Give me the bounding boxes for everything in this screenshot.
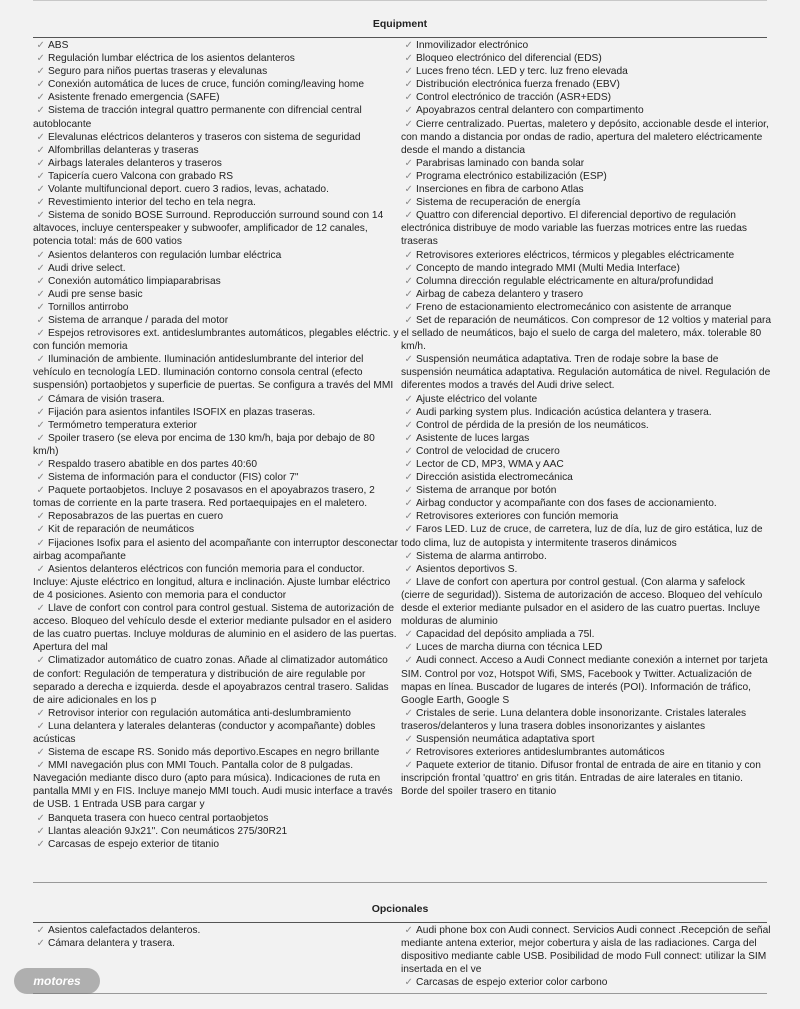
list-item [401,52,772,65]
checkmark-icon: ✓ [404,925,413,936]
checkmark-icon: ✓ [404,288,413,300]
checkmark-icon: ✓ [404,419,413,431]
list-item [33,91,399,104]
checkmark-icon: ✓ [404,642,413,654]
checkmark-icon: ✓ [36,603,45,615]
checkmark-icon: ✓ [404,655,413,667]
list-item-text: Capacidad del depósito ampliada a 75l. [416,629,595,641]
list-item-text: Audi drive select. [48,262,126,274]
list-item-text: Audi connect. Acceso a Audi Connect mediante conexión a internet por tarjeta SIM. Control por voz, Hotspot Wifi, SMS, Facebook y Twitter. Actualización de mapas en línea. Buscador de lugares de interés (POI). Información de tráfico, Google Earth, Google S [401,655,768,706]
checkmark-icon: ✓ [36,105,45,117]
list-item-text: Llave de confort con control para control gestual. Sistema de autorización de acceso. Bloqueo del vehículo desde el exterior mediante pulsador en el asidero de las cuatro puertas. Incluye molduras de aluminio en el asidero de las puertas. Apertura del mal [33,603,397,654]
list-item-text: Carcasas de espejo exterior color carbono [416,977,608,989]
list-item-text: Regulación lumbar eléctrica de los asientos delanteros [48,53,295,65]
list-item [401,314,772,353]
checkmark-icon: ✓ [36,210,45,222]
list-item [401,275,772,288]
list-item [401,641,772,654]
site-watermark-logo: motores [14,968,100,994]
list-item [33,654,399,706]
list-item-text: Respaldo trasero abatible en dos partes 40:60 [48,459,257,470]
checkmark-icon: ✓ [404,563,413,575]
list-item-text: Inserciones en fibra de carbono Atlas [416,184,584,196]
list-item-text: Sistema de escape RS. Sonido más deportivo.Escapes en negro brillante [48,747,380,759]
list-item-text: Fijaciones Isofix para el asiento del acompañante con interruptor desconectar airbag acompañante [33,537,398,562]
list-item [33,327,399,353]
list-item [401,65,772,78]
list-item-text: Cámara delantera y trasera. [48,938,175,950]
list-item [33,838,399,851]
checkmark-icon: ✓ [36,760,45,772]
list-item-text: Inmovilizador electrónico [416,40,529,51]
list-item [33,131,399,144]
list-item-text: Paquete portaobjetos. Incluye 2 posavasos en el apoyabrazos trasero, 2 tomas de corriente en la parte trasera. Red portaequipajes en el maletero. [33,485,375,510]
list-item-text: Asientos delanteros eléctricos con función memoria para el conductor. Incluye: Ajuste eléctrico en longitud, altura e inclinación. Ajuste lumbar eléctrico de 4 posiciones. Asiento con memoria para el conductor [33,563,391,601]
checkmark-icon: ✓ [36,288,45,300]
list-item-text: Conexión automática de luces de cruce, función coming/leaving home [48,79,364,91]
list-item-text: Suspensión neumática adaptativa sport [416,733,595,745]
list-item [33,720,399,746]
list-item [33,314,399,327]
checkmark-icon: ✓ [36,511,45,523]
list-item-text: Retrovisores exteriores con función memoria [416,511,619,523]
list-item [401,576,772,628]
list-item-text: Sistema de tracción integral quattro permanente con difrencial central autoblocante [33,105,362,130]
list-item-text: Columna dirección regulable eléctricamente en altura/profundidad [416,275,714,287]
list-item-text: Llantas aleación 9Jx21". Con neumáticos 275/30R21 [48,825,288,837]
checkmark-icon: ✓ [404,498,413,510]
list-item [401,497,772,510]
list-item [401,759,772,798]
checkmark-icon: ✓ [36,812,45,824]
checkmark-icon: ✓ [404,733,413,745]
checkmark-icon: ✓ [36,184,45,196]
checkmark-icon: ✓ [404,79,413,91]
list-item [401,393,772,406]
list-item-text: Programa electrónico estabilización (ESP) [416,170,607,182]
checkmark-icon: ✓ [404,485,413,497]
list-item [33,353,399,392]
checkmark-icon: ✓ [404,170,413,182]
list-item [401,196,772,209]
list-item-text: Iluminación de ambiente. Iluminación antideslumbrante del interior del vehículo en tecnología LED. Iluminación contorno consola central (efecto suspensión) portaobjetos y superficie de puertas. Se configura a través del MMI [33,354,394,392]
checkmark-icon: ✓ [36,838,45,850]
list-item-text: Tornillos antirrobo [48,301,129,313]
checkmark-icon: ✓ [36,79,45,91]
checkmark-icon: ✓ [36,938,45,950]
list-item [33,275,399,288]
checkmark-icon: ✓ [404,40,413,51]
list-item-text: Luces freno técn. LED y terc. luz freno elevada [416,66,628,78]
checkmark-icon: ✓ [36,459,45,470]
list-item [33,183,399,196]
list-item [33,170,399,183]
list-item-text: Sistema de recuperación de energía [416,197,581,209]
checkmark-icon: ✓ [404,275,413,287]
list-item [401,733,772,746]
list-item [33,471,399,484]
list-item-text: Sistema de sonido BOSE Surround. Reproducción surround sound con 14 altavoces, incluye centerspeaker y subwoofer, amplificador de 12 canales, potencia total: más de 600 vatios [33,210,384,248]
list-item-text: Audi phone box con Audi connect. Servicios Audi connect .Recepción de señal mediante antena exterior, mejor cobertura y aisla de las radiaciones. Carga del dispositivo mediante cable USB. Posibilidad de modo Full connect: utilizar la SIM insertada en el ve [401,925,771,976]
list-item [401,104,772,117]
list-item-text: Lector de CD, MP3, WMA y AAC [416,459,564,470]
list-item-text: Parabrisas laminado con banda solar [416,157,585,169]
list-item [33,510,399,523]
checkmark-icon: ✓ [36,485,45,497]
checkmark-icon: ✓ [404,629,413,641]
checkmark-icon: ✓ [404,210,413,222]
checkmark-icon: ✓ [404,459,413,470]
list-item-text: Apoyabrazos central delantero con compartimento [416,105,644,117]
list-item [401,746,772,759]
list-item-text: Control de velocidad de crucero [416,445,560,457]
list-item [33,458,399,471]
checkmark-icon: ✓ [404,157,413,169]
checkmark-icon: ✓ [36,53,45,65]
checkmark-icon: ✓ [36,92,45,104]
list-item-text: Elevalunas eléctricos delanteros y traseros con sistema de seguridad [48,131,361,143]
list-item [401,523,772,549]
list-item [401,550,772,563]
checkmark-icon: ✓ [404,760,413,772]
list-item [401,654,772,706]
list-item-text: Set de reparación de neumáticos. Con compresor de 12 voltios y material para el sellado de neumáticos, bajo el suelo de carga del maletero, máx. tolerable 80 km/h. [401,314,772,353]
checkmark-icon: ✓ [36,655,45,667]
opcionales-left-column [33,924,399,950]
list-item [33,937,399,950]
checkmark-icon: ✓ [36,925,45,936]
checkmark-icon: ✓ [36,170,45,182]
checkmark-icon: ✓ [404,354,413,366]
checkmark-icon: ✓ [36,524,45,536]
list-item [401,249,772,262]
list-item-text: Luna delantera y laterales delanteras (conductor y acompañante) dobles acústicas [33,720,376,745]
list-item [401,432,772,445]
list-item-text: Cristales de serie. Luna delantera doble insonorizante. Cristales laterales traseros/delanteros y luna trasera dobles insonorizantes y aislantes [401,707,747,732]
list-item [33,825,399,838]
list-item-text: Luces de marcha diurna con técnica LED [416,642,603,654]
list-item [401,118,772,157]
checkmark-icon: ✓ [36,720,45,732]
checkmark-icon: ✓ [404,445,413,457]
list-item-text: Sistema de alarma antirrobo. [416,550,547,562]
list-item [33,78,399,91]
list-item [401,157,772,170]
list-item-text: Spoiler trasero (se eleva por encima de 130 km/h, baja por debajo de 80 km/h) [33,432,375,457]
list-item [401,707,772,733]
checkmark-icon: ✓ [36,131,45,143]
checkmark-icon: ✓ [36,275,45,287]
list-item-text: Quattro con diferencial deportivo. El diferencial deportivo de regulación electrónica distribuye de modo variable las fuerzas motrices entre las ruedas traseras [401,210,747,248]
list-item [33,746,399,759]
list-item-text: Reposabrazos de las puertas en cuero [48,511,223,523]
checkmark-icon: ✓ [404,118,413,130]
checkmark-icon: ✓ [36,393,45,405]
checkmark-icon: ✓ [404,472,413,484]
list-item [401,484,772,497]
list-item-text: Tapicería cuero Valcona con grabado RS [48,170,233,182]
list-item-text: Sistema de información para el conductor (FIS) color 7" [48,472,299,484]
checkmark-icon: ✓ [36,262,45,274]
list-item-text: Asientos delanteros con regulación lumbar eléctrica [48,249,282,261]
list-item-text: Llave de confort con apertura por control gestual. (Con alarma y safelock (cierre de seguridad)). Sistema de autorización de acceso. Bloqueo del vehículo desde el exterior mediante pulsador en el asidero de las cuatro puertas. Incluye molduras de aluminio [401,576,763,628]
checkmark-icon: ✓ [36,157,45,169]
checkmark-icon: ✓ [404,314,413,326]
checkmark-icon: ✓ [36,144,45,156]
list-item-text: Retrovisores exteriores antideslumbrantes automáticos [416,747,665,759]
list-item [33,104,399,130]
opcionales-top-divider [33,922,767,923]
checkmark-icon: ✓ [404,977,413,989]
list-item [33,484,399,510]
list-item-text: Conexión automático limpiaparabrisas [48,275,221,287]
list-item-text: Asistente frenado emergencia (SAFE) [48,92,220,104]
checkmark-icon: ✓ [404,262,413,274]
checkmark-icon: ✓ [404,53,413,65]
checkmark-icon: ✓ [404,92,413,104]
list-item-text: Asistente de luces largas [416,432,530,444]
checkmark-icon: ✓ [404,66,413,78]
list-item [33,537,399,563]
checkmark-icon: ✓ [36,472,45,484]
list-item-text: Bloqueo electrónico del diferencial (EDS) [416,53,602,65]
list-item [33,707,399,720]
checkmark-icon: ✓ [404,511,413,523]
list-item [33,52,399,65]
equipment-heading: Equipment [372,18,428,30]
checkmark-icon: ✓ [36,825,45,837]
list-item [33,406,399,419]
equipment-top-divider [33,37,767,38]
list-item-text: Climatizador automático de cuatro zonas. Añade al climatizador automático de confort: Regulación de temperatura y distribución de aire regulable por separado a derecha e izquierda. desde el apoyabrazos central trasero. Salidas de aire adicionales en los p [33,655,389,706]
opcionales-right-column [401,924,772,989]
list-item [33,301,399,314]
list-item-text: Alfombrillas delanteras y traseras [48,144,199,156]
equipment-right-column [401,39,772,798]
list-item [401,170,772,183]
list-item-text: Sistema de arranque / parada del motor [48,314,229,326]
checkmark-icon: ✓ [36,40,45,51]
list-item-text: Audi parking system plus. Indicación acústica delantera y trasera. [416,406,712,418]
checkmark-icon: ✓ [404,576,413,588]
list-item [401,471,772,484]
list-item-text: Airbags laterales delanteros y traseros [48,157,222,169]
list-item-text: Volante multifuncional deport. cuero 3 radios, levas, achatado. [48,184,329,196]
checkmark-icon: ✓ [36,707,45,719]
list-item [33,288,399,301]
list-item [33,157,399,170]
list-item [33,759,399,811]
list-item-text: Cierre centralizado. Puertas, maletero y depósito, accionable desde el interior, con mando a distancia por ondas de radio, apertura del maletero eléctricamente desde el mando a distancia [401,118,769,156]
list-item-text: Revestimiento interior del techo en tela negra. [48,197,256,209]
list-item-text: Concepto de mando integrado MMI (Multi Media Interface) [416,262,680,274]
list-item [33,523,399,536]
list-item-text: Audi pre sense basic [48,288,143,300]
list-item [33,393,399,406]
list-item [401,628,772,641]
list-item [401,510,772,523]
list-item-text: Distribución electrónica fuerza frenado (EBV) [416,79,620,91]
checkmark-icon: ✓ [404,393,413,405]
checkmark-icon: ✓ [36,747,45,759]
list-item [33,262,399,275]
list-item [33,39,399,52]
checkmark-icon: ✓ [36,406,45,418]
list-item [33,209,399,248]
list-item [33,602,399,654]
checkmark-icon: ✓ [404,747,413,759]
list-item-text: Termómetro temperatura exterior [48,419,197,431]
list-item [401,262,772,275]
checkmark-icon: ✓ [36,432,45,444]
list-item [33,419,399,432]
checkmark-icon: ✓ [36,563,45,575]
list-item [33,65,399,78]
list-item-text: Airbag de cabeza delantero y trasero [416,288,584,300]
list-item-text: Carcasas de espejo exterior de titanio [48,838,220,850]
list-item-text: Control de pérdida de la presión de los neumáticos. [416,419,649,431]
checkmark-icon: ✓ [36,354,45,366]
list-item-text: Paquete exterior de titanio. Difusor frontal de entrada de aire en titanio y con inscripción frontal 'quattro' en gris titán. Entradas de aire laterales en titanio. Borde del spoiler trasero en titanio [401,760,761,798]
list-item [401,301,772,314]
list-item-text: Espejos retrovisores ext. antideslumbrantes automáticos, plegables eléctric. y con función memoria [33,328,399,353]
list-item-text: Suspensión neumática adaptativa. Tren de rodaje sobre la base de suspensión neumática adaptativa. Regulación automática de nivel. Regulación de diferentes modos a través del Audi drive select. [401,354,771,392]
list-item [401,563,772,576]
list-item [33,144,399,157]
list-item-text: Dirección asistida electromecánica [416,472,573,484]
list-item [33,196,399,209]
list-item-text: Seguro para niños puertas traseras y elevalunas [48,66,268,78]
equipment-bottom-divider [33,882,767,883]
list-item [401,183,772,196]
list-item-text: Fijación para asientos infantiles ISOFIX en plazas traseras. [48,406,316,418]
list-item [401,288,772,301]
top-divider [33,0,767,1]
checkmark-icon: ✓ [36,197,45,209]
checkmark-icon: ✓ [404,707,413,719]
list-item [401,419,772,432]
list-item-text: Ajuste eléctrico del volante [416,393,538,405]
list-item [401,78,772,91]
opcionales-heading: Opcionales [371,903,429,915]
list-item-text: Control electrónico de tracción (ASR+EDS) [416,92,612,104]
list-item [401,406,772,419]
list-item [33,249,399,262]
list-item-text: Cámara de visión trasera. [48,393,165,405]
list-item-text: Kit de reparación de neumáticos [48,524,195,536]
list-item-text: Asientos calefactados delanteros. [48,925,201,936]
list-item-text: Sistema de arranque por botón [416,485,557,497]
checkmark-icon: ✓ [36,66,45,78]
list-item-text: Airbag conductor y acompañante con dos fases de accionamiento. [416,498,717,510]
list-item [401,924,772,976]
equipment-left-column [33,39,399,851]
checkmark-icon: ✓ [404,406,413,418]
list-item-text: ABS [48,40,69,51]
checkmark-icon: ✓ [404,184,413,196]
checkmark-icon: ✓ [36,328,45,340]
list-item-text: MMI navegación plus con MMI Touch. Pantalla color de 8 pulgadas. Navegación mediante disco duro (apto para música). Indicaciones de ruta en pantalla MMI y en FIS. Incluye manejo MMI touch. Audi music interface a través de USB. 1 Entrada USB para cargar y [33,760,393,811]
list-item [33,563,399,602]
list-item [401,209,772,248]
opcionales-bottom-divider [33,993,767,994]
list-item-text: Banqueta trasera con hueco central portaobjetos [48,812,269,824]
checkmark-icon: ✓ [404,524,413,536]
list-item [33,924,399,937]
list-item [401,976,772,989]
checkmark-icon: ✓ [36,301,45,313]
checkmark-icon: ✓ [404,197,413,209]
checkmark-icon: ✓ [404,432,413,444]
list-item-text: Asientos deportivos S. [416,563,518,575]
checkmark-icon: ✓ [36,249,45,261]
list-item [401,353,772,392]
list-item [401,91,772,104]
checkmark-icon: ✓ [36,537,45,549]
checkmark-icon: ✓ [36,419,45,431]
list-item-text: Freno de estacionamiento electromecánico con asistente de arranque [416,301,732,313]
list-item [33,432,399,458]
list-item-text: Retrovisores exteriores eléctricos, térmicos y plegables eléctricamente [416,249,735,261]
list-item [401,39,772,52]
checkmark-icon: ✓ [404,301,413,313]
list-item [33,812,399,825]
list-item [401,445,772,458]
checkmark-icon: ✓ [404,249,413,261]
checkmark-icon: ✓ [404,550,413,562]
list-item-text: Faros LED. Luz de cruce, de carretera, luz de día, luz de giro estática, luz de todo clima, luz de autopista y intermitente traseros dinámicos [401,524,763,549]
list-item [401,458,772,471]
checkmark-icon: ✓ [404,105,413,117]
checkmark-icon: ✓ [36,314,45,326]
list-item-text: Retrovisor interior con regulación automática anti-deslumbramiento [48,707,351,719]
